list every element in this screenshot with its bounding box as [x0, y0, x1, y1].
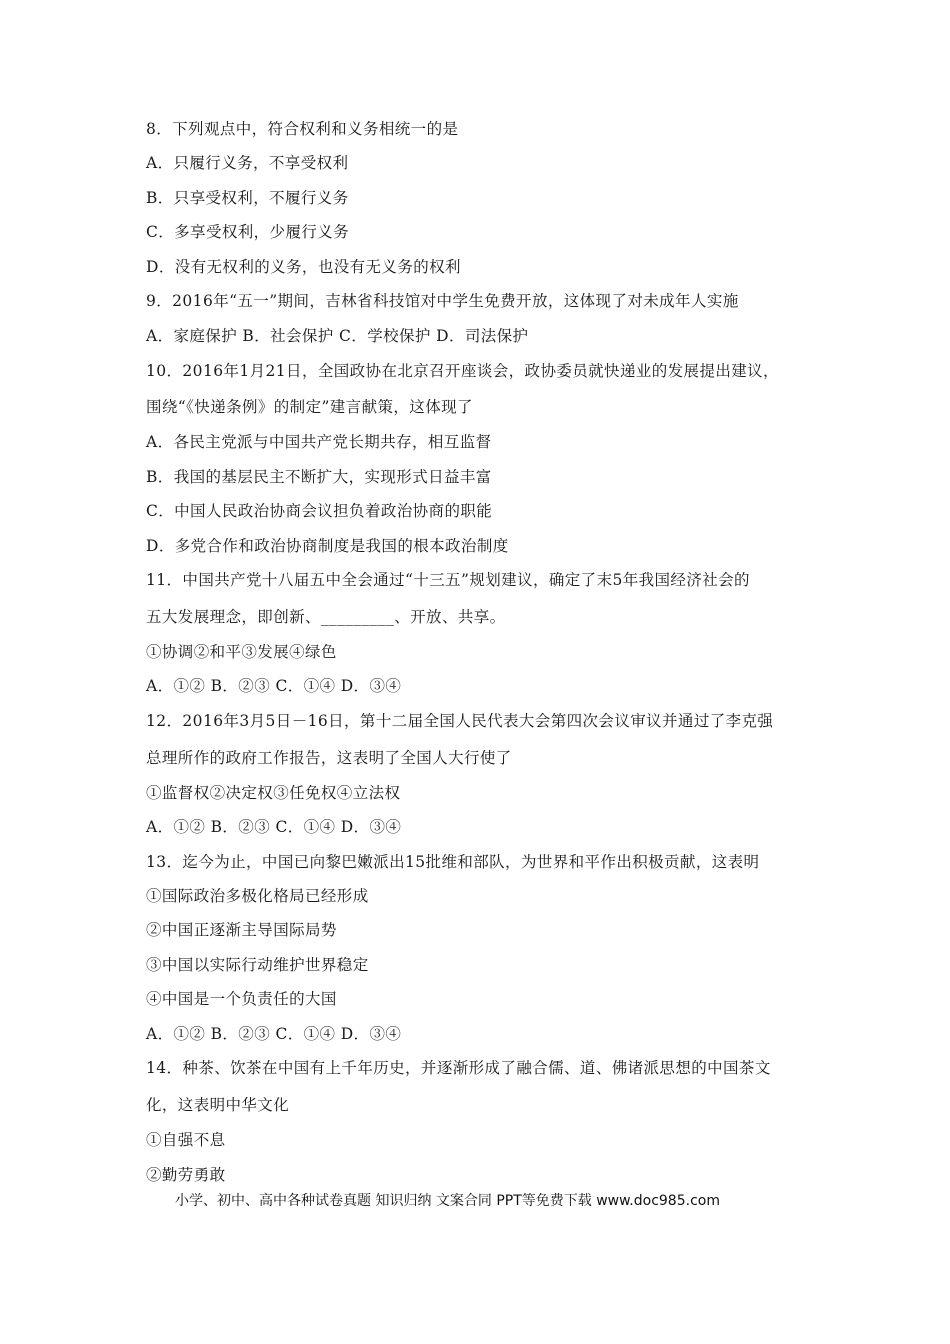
question-11-options: A．①② B．②③ C．①④ D．③④	[146, 677, 402, 695]
question-9-stem: 9．2016年“五一”期间，吉林省科技馆对中学生免费开放，这体现了对未成年人实施	[146, 292, 739, 310]
question-12-stem-continued: 总理所作的政府工作报告，这表明了全国人大行使了	[146, 749, 512, 767]
question-11-choices: ①协调②和平③发展④绿色	[146, 643, 337, 661]
question-10-stem-continued: 围绕“《快递条例》的制定”建言献策，这体现了	[146, 398, 473, 416]
question-10-option-b: B．我国的基层民主不断扩大，实现形式日益丰富	[146, 468, 492, 486]
question-8-stem: 8．下列观点中，符合权利和义务相统一的是	[146, 120, 459, 138]
question-13-choice-1: ①国际政治多极化格局已经形成	[146, 887, 369, 905]
question-9-options: A．家庭保护 B．社会保护 C．学校保护 D．司法保护	[146, 327, 529, 345]
question-13-options: A．①② B．②③ C．①④ D．③④	[146, 1025, 402, 1043]
question-8-option-a: A．只履行义务，不享受权利	[146, 154, 349, 172]
page-footer: 小学、初中、高中各种试卷真题 知识归纳 文案合同 PPT等免费下载 www.doc985.com	[175, 1193, 720, 1209]
question-10-option-a: A．各民主党派与中国共产党长期共存，相互监督	[146, 433, 492, 451]
question-14-stem-continued: 化，这表明中华文化	[146, 1096, 290, 1114]
question-12-choices: ①监督权②决定权③任免权④立法权	[146, 784, 401, 802]
question-8-option-b: B．只享受权利，不履行义务	[146, 189, 349, 207]
question-8-option-d: D．没有无权利的义务，也没有无义务的权利	[146, 258, 461, 276]
question-11-stem: 11．中国共产党十八届五中全会通过“十三五”规划建议，确定了末5年我国经济社会的	[146, 571, 750, 589]
question-13-choice-3: ③中国以实际行动维护世界稳定	[146, 956, 369, 974]
question-14-choice-2: ②勤劳勇敢	[146, 1166, 226, 1184]
question-10-option-d: D．多党合作和政治协商制度是我国的根本政治制度	[146, 537, 509, 555]
question-12-options: A．①② B．②③ C．①④ D．③④	[146, 818, 402, 836]
question-13-stem: 13．迄今为止，中国已向黎巴嫩派出15批维和部队，为世界和平作出积极贡献，这表明	[146, 853, 760, 871]
question-14-choice-1: ①自强不息	[146, 1131, 226, 1149]
question-12-stem: 12．2016年3月5日－16日，第十二届全国人民代表大会第四次会议审议并通过了李克强	[146, 712, 774, 730]
question-11-stem-continued: 五大发展理念，即创新、_________、开放、共享。	[146, 608, 506, 626]
question-14-stem: 14．种茶、饮茶在中国有上千年历史，并逐渐形成了融合儒、道、佛诸派思想的中国茶文	[146, 1059, 771, 1077]
question-10-option-c: C．中国人民政治协商会议担负着政治协商的职能	[146, 502, 493, 520]
question-8-option-c: C．多享受权利，少履行义务	[146, 223, 350, 241]
question-10-stem: 10．2016年1月21日，全国政协在北京召开座谈会，政协委员就快递业的发展提出建议，	[146, 362, 779, 380]
question-13-choice-2: ②中国正逐渐主导国际局势	[146, 921, 337, 939]
question-13-choice-4: ④中国是一个负责任的大国	[146, 990, 337, 1008]
